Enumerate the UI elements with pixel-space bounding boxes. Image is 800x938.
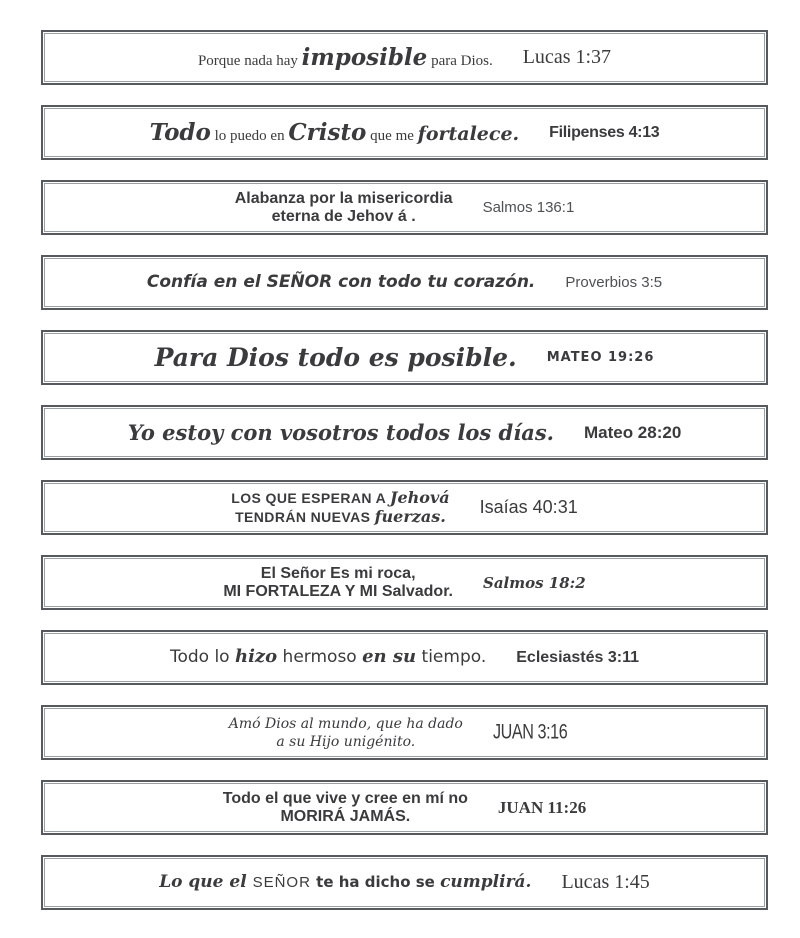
verse-line	[229, 715, 463, 733]
verse-text	[231, 489, 449, 527]
verse-segment: MORIRÁ JAMÁS.	[280, 807, 411, 825]
verse-segment: TENDRÁN NUEVAS	[235, 508, 375, 525]
verse-segment: Para Dios todo es posible.	[154, 342, 517, 372]
verse-strip	[41, 405, 768, 460]
verse-segment: tiempo.	[416, 647, 487, 668]
verse-segment: Jehová	[389, 487, 450, 507]
verse-text	[223, 790, 468, 826]
verse-text	[223, 565, 453, 601]
verse-strip	[41, 180, 768, 235]
verse-segment: fortalece.	[417, 122, 520, 145]
verse-segment: te ha dicho se	[310, 872, 441, 891]
verse-reference: Salmos 136:1	[482, 199, 575, 216]
verse-line	[198, 45, 493, 71]
verse-text	[235, 190, 453, 226]
verse-segment: en su	[362, 646, 417, 668]
verse-line	[150, 120, 520, 146]
verse-segment: Todo	[149, 118, 211, 146]
verse-segment: a su Hijo unigénito.	[276, 733, 416, 750]
verse-line	[235, 190, 453, 208]
verse-line	[147, 273, 536, 292]
verse-text	[147, 273, 536, 292]
verse-segment: Porque nada hay	[197, 52, 302, 69]
verse-reference: Filipenses 4:13	[549, 123, 660, 141]
verse-segment: Cristo	[288, 118, 367, 146]
verse-segment: Todo el que vive y cree en mí no	[222, 789, 468, 807]
verse-strip	[41, 780, 768, 835]
verse-line	[223, 790, 468, 808]
verse-segment: El Señor Es mi roca,	[260, 564, 416, 582]
verse-text	[229, 715, 463, 751]
verse-text	[150, 120, 520, 146]
verse-reference: Eclesiastés 3:11	[516, 648, 640, 666]
verse-segment: eterna de Jehov á .	[271, 207, 416, 225]
verse-line	[170, 647, 486, 667]
verse-line	[159, 873, 531, 892]
verse-reference: Lucas 1:37	[522, 46, 612, 68]
verse-segment: Lo que el	[159, 871, 253, 892]
verse-reference: MATEO 19:26	[546, 350, 655, 365]
verse-segment: lo puedo en	[210, 127, 289, 144]
verse-strip	[41, 30, 768, 85]
verse-segment: Amó Dios al mundo, que ha dado	[228, 715, 463, 732]
verse-reference: JUAN 11:26	[497, 797, 587, 817]
verse-text	[159, 873, 531, 892]
verse-reference: Mateo 28:20	[583, 422, 682, 442]
verse-strip	[41, 330, 768, 385]
verse-line	[223, 565, 453, 583]
verse-text	[198, 45, 493, 71]
verse-line	[229, 733, 463, 751]
verse-line	[235, 208, 453, 226]
verse-text	[128, 421, 554, 445]
verse-strip	[41, 705, 768, 760]
verse-segment: MI FORTALEZA Y MI Salvador.	[223, 582, 453, 600]
verse-segment: fuerzas.	[374, 506, 446, 526]
verse-strip	[41, 855, 768, 910]
verse-text	[155, 344, 517, 372]
verse-reference: Lucas 1:45	[561, 871, 650, 893]
verse-segment: hizo	[235, 646, 278, 668]
verse-line	[223, 808, 468, 826]
verse-segment: Alabanza por la misericordia	[234, 189, 453, 207]
verse-segment: SEÑOR	[252, 873, 311, 891]
verse-segment: Todo lo	[169, 647, 235, 668]
verse-line	[128, 421, 554, 445]
verse-reference: Proverbios 3:5	[565, 274, 663, 291]
verse-segment: Yo estoy con vosotros todos los días.	[127, 419, 554, 445]
verse-segment: imposible	[301, 43, 428, 71]
verse-line	[231, 508, 449, 527]
verse-segment: LOS QUE ESPERAN A	[231, 489, 390, 506]
verse-segment: para Dios.	[427, 52, 493, 69]
verse-reference: Isaías 40:31	[479, 497, 578, 517]
verse-segment: cumplirá.	[440, 871, 532, 892]
verse-segment: que me	[366, 127, 418, 144]
verse-reference: Salmos 18:2	[483, 573, 586, 592]
verse-line	[223, 583, 453, 601]
verse-strip	[41, 555, 768, 610]
verse-strip	[41, 480, 768, 535]
verse-segment: Confía en el SEÑOR con todo tu corazón.	[146, 271, 536, 292]
verse-text	[170, 647, 486, 667]
verse-reference: JUAN 3:16	[492, 720, 568, 744]
verse-strip	[41, 630, 768, 685]
verse-strip	[41, 255, 768, 310]
verse-segment: hermoso	[277, 647, 363, 668]
verse-line	[155, 344, 517, 372]
verse-strip	[41, 105, 768, 160]
verse-line	[231, 489, 449, 508]
